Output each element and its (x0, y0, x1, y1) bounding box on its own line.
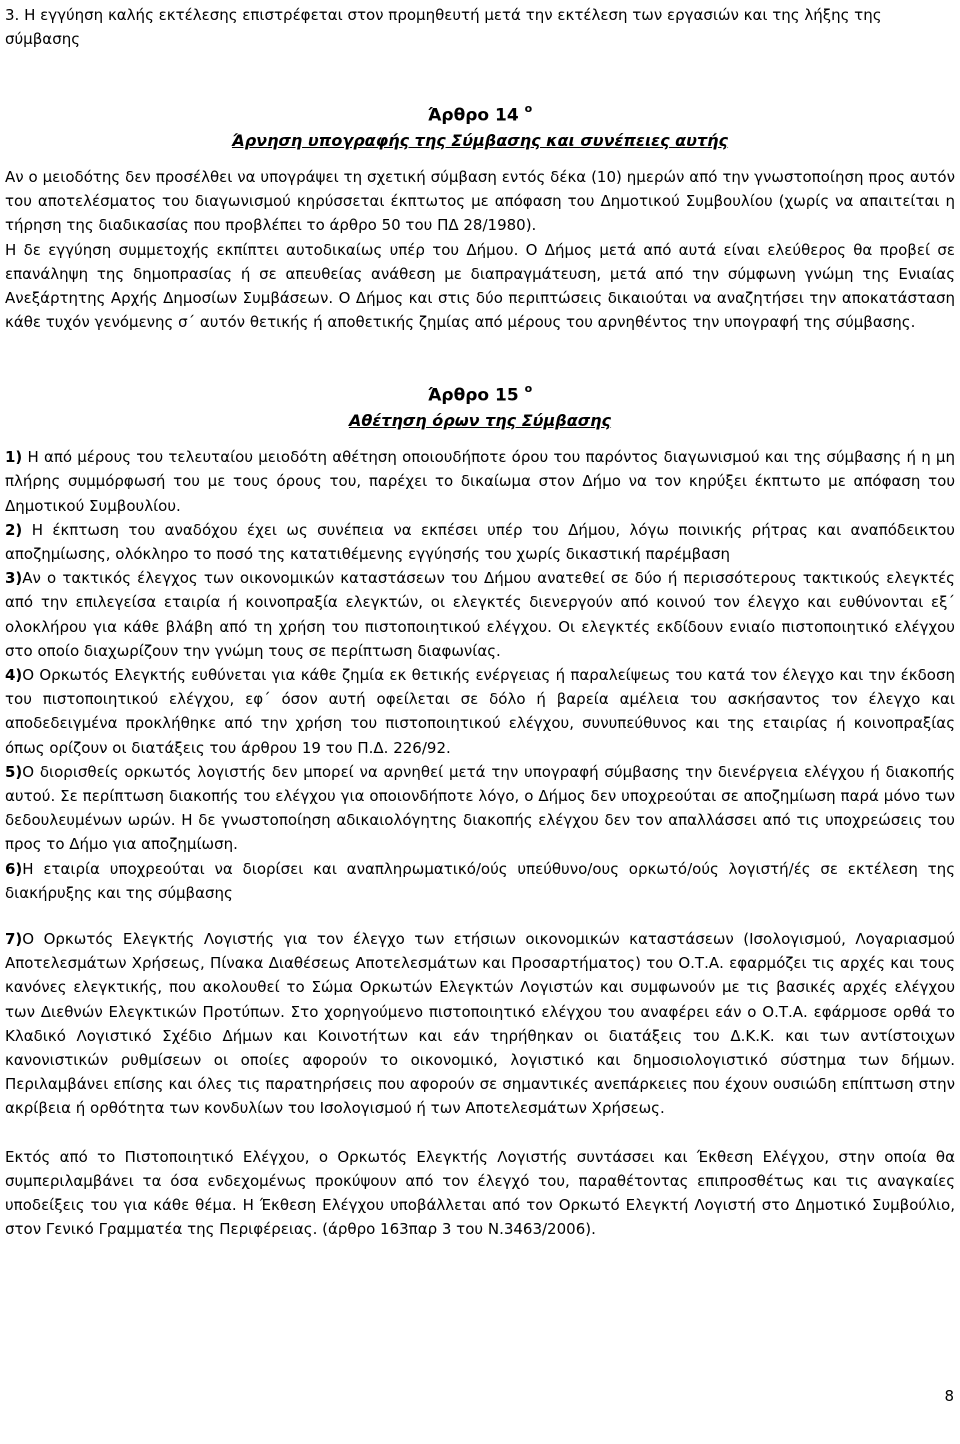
article-15-item-6 (5, 857, 955, 905)
article-15-item-5 (5, 760, 955, 857)
item-text: Η έκπτωση του αναδόχου έχει ως συνέπεια να εκπέσει υπέρ του Δήμου, λόγω ποινικής ρήτρας και αναπόδεικτου αποζημίωσης, ολόκληρο το ποσό της κατατιθέμενης εγγύησής του χωρίς δικαστική παρέμβαση (5, 520, 955, 563)
item-number: 2) (5, 520, 23, 539)
page-number: 8 (944, 1387, 954, 1405)
article-14-superscript: ο (524, 102, 533, 116)
article-15-superscript: ο (524, 382, 533, 396)
article-14-title-text: Άρθρο 14 (427, 106, 519, 127)
audit-report-paragraph: Εκτός από το Πιστοποιητικό Ελέγχου, ο Ορκωτός Ελεγκτής Λογιστής συντάσσει και Έκθεση Ελέγχου, στην οποία θα συμπεριλαμβάνει τα όσα ενδεχομένως προκύψουν από τον έλεγχό του, παραθέτοντας επιπροσθέτως και τις αναγκαίες υποδείξεις του για κάθε θέμα. Η Έκθεση Ελέγχου υποβάλλεται από τον Ορκωτό Ελεγκτή Λογιστή στο Δημοτικό Συμβούλιο, στον Γενικό Γραμματέα της Περιφέρειας. (άρθρο 163παρ 3 του Ν.3463/2006). (5, 1147, 955, 1239)
article-14-title (5, 98, 955, 129)
article-15-item-2 (5, 518, 955, 566)
item-number: 5) (5, 762, 23, 781)
item-text: Η από μέρους του τελευταίου μειοδότη αθέτηση οποιουδήποτε όρου του παρόντος διαγωνισμού και της σύμβασης ή η μη πλήρης συμμόρφωσή του με τους όρους του, παρέχει το δικαίωμα στον Δήμο να τον κηρύξει έκπτωτο με απόφαση του Δημοτικού Συμβουλίου. (5, 448, 955, 515)
item-text: Αν ο τακτικός έλεγχος των οικονομικών καταστάσεων του Δήμου ανατεθεί σε δύο ή περισσότερους τακτικούς ελεγκτές από την επιλεγείσα εταιρία ή κοινοπραξία ελεγκτών, οι ελεγκτές διενεργούν από κοινού τον έλεγχο και ευθύνονται εξ΄ ολοκλήρου για κάθε βλάβη από τη χρήση του πιστοποιητικού ελέγχου. Οι ελεγκτές εκδίδουν ενιαίο πιστοποιητικό ελέγχου στο οποίο διαχωρίζουν την γνώμη τους σε περίπτωση διαφωνίας. (5, 569, 955, 660)
guarantee-return-paragraph: 3. Η εγγύηση καλής εκτέλεσης επιστρέφεται στον προμηθευτή μετά την εκτέλεση των εργασιών και της λήξης της σύμβασης (5, 6, 882, 49)
item-text: Ο Ορκωτός Ελεγκτής ευθύνεται για κάθε ζημία εκ θετικής ενέργειας ή παραλείψεως του κατά τον έλεγχο και την έκδοση του πιστοποιητικού ελέγχου, εφ΄ όσον αυτή οφείλεται σε δόλο ή βαρεία αμέλεια του ασκήσαντος τον έλεγχο και αποδεδειγμένα προκλήθηκε από την χρήση του πιστοποιητικού ελέγχου, συνυπεύθυνος και της εταιρίας ή κοινοπραξίας όπως ορίζουν οι διατάξεις του άρθρου 19 του Π.Δ. 226/92. (5, 665, 955, 757)
article-14-paragraph-2: Η δε εγγύηση συμμετοχής εκπίπτει αυτοδικαίως υπέρ του Δήμου. Ο Δήμος μετά από αυτά είναι ελεύθερος θα προβεί σε επανάληψη της δημοπρασίας ή σε απευθείας ανάθεση με διαπραγμάτευση, μετά από την σύμφωνη γνώμη της Ενιαίας Ανεξάρτητης Αρχής Δημοσίων Συμβάσεων. Ο Δήμος και στις δύο περιπτώσεις δικαιούται να αναζητήσει την αποκατάσταση κάθε τυχόν γενόμενης σ΄ αυτόν θετικής ή αποθετικής ζημίας από μέρους του αρνηθέντος την υπογραφή της σύμβασης. (5, 240, 955, 332)
item-text: Ο διορισθείς ορκωτός λογιστής δεν μπορεί να αρνηθεί μετά την υπογραφή σύμβασης την διενέργεια ελέγχου ή διακοπής αυτού. Σε περίπτωση διακοπής του ελέγχου για οποιονδήποτε λόγο, ο Δήμος δεν υποχρεούται σε αποζημίωση παρά μόνο των δεδουλευμένων ωρών. Η δε γνωστοποίηση αδικαιολόγητης διακοπής ελέγχου δεν τον απαλλάσσει από τις υποχρεώσεις του προς το Δήμο για αποζημίωση. (5, 762, 955, 854)
spacer (5, 1121, 955, 1145)
spacer (5, 334, 955, 378)
article-15-item-7 (5, 927, 955, 1121)
spacer (5, 433, 955, 445)
article-15-subtitle: Αθέτηση όρων της Σύμβασης (348, 411, 612, 431)
spacer (5, 905, 955, 927)
item-number: 7) (5, 930, 23, 948)
item-number: 3) (5, 569, 23, 588)
article-15-item-4 (5, 663, 955, 760)
article-14-paragraph-1: Αν ο μειοδότης δεν προσέλθει να υπογράψει τη σχετική σύμβαση εντός δέκα (10) ημερών από την γνωστοποίηση προς αυτόν του αποτελέσματος του διαγωνισμού κηρύσσεται έκπτωτος με απόφαση του Δημοτικού Συμβουλίου (χωρίς να απαιτείται η τήρηση της διαδικασίας που προβλέπει το άρθρο 50 του ΠΔ 28/1980). (5, 168, 955, 235)
item-text: Ο Ορκωτός Ελεγκτής Λογιστής για τον έλεγχο των ετήσιων οικονομικών καταστάσεων (Ισολογισμού, Λογαριασμού Αποτελεσμάτων Χρήσεως, Πίνακα Διαθέσεως Αποτελεσμάτων και Προσαρτήματος) του Ο.Τ.Α. εφαρμόζει τις αρχές και τους κανόνες ελεγκτικής, που ακολουθεί το Σώμα Ορκωτών Ελεγκτών Λογιστών και συμφωνούν με τις βασικές αρχές ελέγχου των Διεθνών Ελεγκτικών Προτύπων. Στο χορηγούμενο πιστοποιητικό ελέγχου του αναφέρει εάν ο Ο.Τ.Α. εφάρμοσε ορθά το Κλαδικό Λογιστικό Σχέδιο Δήμων και Κοινοτήτων και εάν τηρήθηκαν οι διατάξεις του Δ.Κ.Κ. και των αντίστοιχων κανονιστικών ρυθμίσεων οι οποίες αφορούν το οικονομικό, λογιστικό και δημοσιολογιστικό σύστημα των δήμων. Περιλαμβάνει επίσης και όλες τις παρατηρήσεις που αφορούν σε σημαντικές ανεπάρκειες που έχουν ουσιώδη επίπτωση στην ακρίβεια ή ορθότητα των κονδυλίων του Ισολογισμού ή των Αποτελεσμάτων Χρήσεως. (5, 930, 955, 1118)
spacer (5, 153, 955, 165)
item-number: 6) (5, 859, 23, 878)
article-15-item-1 (5, 445, 955, 518)
item-number: 4) (5, 665, 23, 684)
item-number: 1) (5, 448, 23, 467)
article-15-item-3 (5, 566, 955, 663)
article-15-title-text: Άρθρο 15 (427, 386, 519, 407)
article-14-subtitle: Άρνηση υπογραφής της Σύμβασης και συνέπειες αυτής (231, 131, 729, 151)
article-15-title (5, 378, 955, 409)
item-text: Η εταιρία υποχρεούται να διορίσει και αναπληρωματικό/ούς υπεύθυνο/ους ορκωτό/ούς λογιστή/ές σε εκτέλεση της διακήρυξης και της σύμβασης (5, 859, 955, 902)
spacer (5, 51, 955, 98)
